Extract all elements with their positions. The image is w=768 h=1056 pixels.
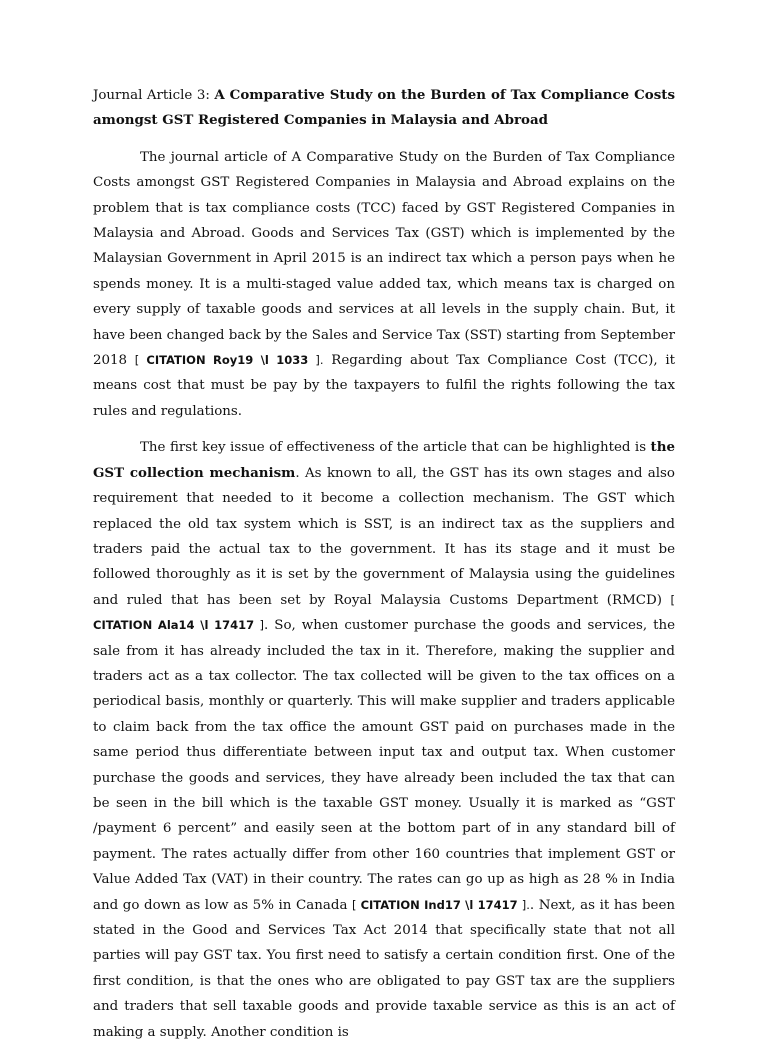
key-issue-bold: the GST collection mechanism [93,439,675,481]
citation-code: CITATION Roy19 \l 1033 [146,353,309,368]
paragraph-text: The first key issue of effectiveness of the article that can be highlighted is [140,440,651,456]
paragraph-text: . As known to all, the GST has its own stages and also requirement that needed to it become a collection mechanism. The GST which replaced the old tax system which is SST, is an indirect tax as the suppliers and traders paid the actual tax to the government. It has its stage and it must be followed thoroughly as it is set by the government of Malaysia using the guidelines and ruled that has been set by Royal Malaysia Customs Department (RMCD) [93,465,675,608]
article-label: Journal Article 3: [93,88,210,103]
citation-open: [ [670,592,675,607]
citation-field [352,898,530,912]
paragraph-key-issue [93,435,675,1045]
article-title [93,83,675,134]
citation-close: ]. [521,897,530,912]
citation-code: CITATION Ind17 \l 17417 [360,897,518,912]
document-page [93,83,675,1056]
paragraph-text: . So, when customer purchase the goods and services, the sale from it has already included the tax in it. Therefore, making the supplier and traders act as a tax collector. The tax collected will be given to the tax offices on a periodical basis, monthly or quarterly. This will make supplier and traders applicable to claim back from the tax office the amount GST paid on purchases made in the same period thus differentiate between input tax and output tax. When customer purchase the goods and services, they have already been included the tax that can be seen in the bill which is the taxable GST money. Usually it is marked as “GST /payment 6 percent” and easily seen at the bottom part of in any standard bill of payment. The rates actually differ from other 160 countries that implement GST or Value Added Tax (VAT) in their country. The rates can go up as high as 28 % in India and go down as low as 5% in Canada [93,618,676,913]
citation-field [135,353,324,367]
paragraph-text: Regarding about Tax Compliance Cost (TCC), it means cost that must be pay by the taxpayers to fulfil the rights following the tax rules and regulations. [93,353,675,419]
citation-close: ]. [315,353,324,368]
paragraph-summary [93,145,675,424]
citation-open: [ [134,353,140,368]
citation-open: [ [352,897,357,912]
citation-close: ] [259,618,265,633]
citation-code: CITATION Ala14 \l 17417 [93,618,255,633]
paragraph-text: . Next, as it has been stated in the Good and Services Tax Act 2014 that specifically state that not all parties will pay GST tax. You first need to satisfy a certain condition first. One of the first condition, is that the ones who are obligated to pay GST tax are the suppliers and traders that sell taxable goods and provide taxable service as this is an act of making a supply. Another condition is [93,897,676,1040]
article-heading: A Comparative Study on the Burden of Tax Compliance Costs amongst GST Registered Companies in Malaysia and Abroad [93,87,675,129]
paragraph-text: The journal article of A Comparative Study on the Burden of Tax Compliance Costs amongst GST Registered Companies in Malaysia and Abroad explains on the problem that is tax compliance costs (TCC) faced by GST Registered Companies in Malaysia and Abroad. Goods and Services Tax (GST) which is implemented by the Malaysian Government in April 2015 is an indirect tax which a person pays when he spends money. It is a multi-staged value added tax, which means tax is charged on every supply of taxable goods and services at all levels in the supply chain. But, it have been changed back by the Sales and Service Tax (SST) starting from September 2018 [93,149,675,369]
